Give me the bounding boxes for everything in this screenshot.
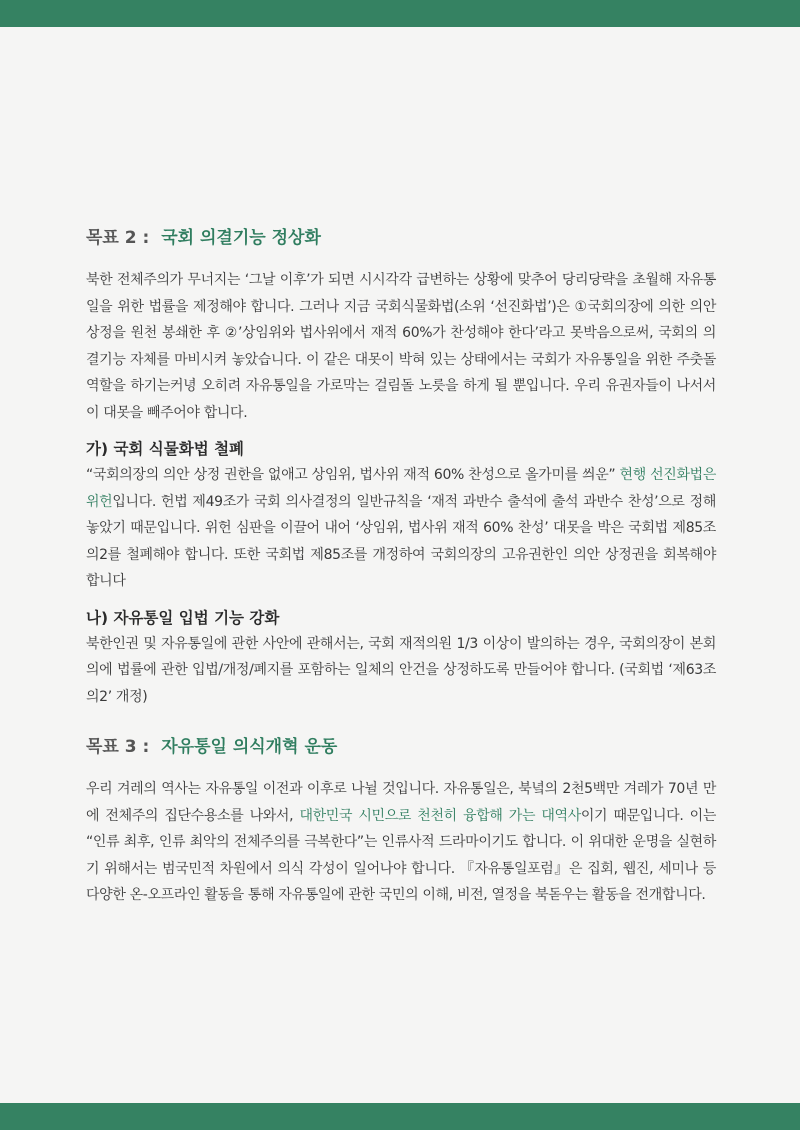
goal-2-sub-b-text: 북한인권 및 자유통일에 관한 사안에 관해서는, 국회 재적의원 1/3 이상이 발의하는 경우, 국회의장이 본회의에 법률에 관한 입법/개정/폐지를 포함하는 일체의 안건을 상정하도록 만들어야 합니다. (국회법 ‘제63조의2’ 개정) <box>86 635 716 705</box>
goal-3-highlight: 대한민국 시민으로 천천히 융합해 가는 대역사 <box>299 807 581 824</box>
goal-2-intro: 북한 전체주의가 무너지는 ‘그날 이후’가 되면 시시각각 급변하는 상황에 맞추어 당리당략을 초월해 자유통일을 위한 법률을 제정해야 합니다. 그러나 지금 국회식물화법(소위 ‘선진화법’)은 ①국회의장에 의한 의안상정을 원천 봉쇄한 후 ②’상임위와 법사위에서 재적 60%가 찬성해야 한다’라고 못박음으로써, 국회의 의결기능 자체를 마비시켜 놓았습니다. 이 같은 대못이 박혀 있는 상태에서는 국회가 자유통일을 위한 주춧돌 역할을 하기는커녕 오히려 자유통일을 가로막는 걸림돌 노릇을 하게 될 뿐입니다. 우리 유권자들이 나서서 이 대못을 빼주어야 합니다. <box>86 272 716 421</box>
sub-a-text-before: “국회의장의 의안 상정 권한을 없애고 상임위, 법사위 재적 60% 찬성으로 올가미를 씌운” <box>86 467 620 483</box>
sub-a-text-after: 입니다. 헌법 제49조가 국회 의사결정의 일반규칙을 ‘재적 과반수 출석에 출석 과반수 찬성’으로 정해놓았기 때문입니다. 위헌 심판을 이끌어 내어 ‘상임위, 법사위 재적 60% 찬성’ 대못을 박은 국회법 제85조의2를 철폐해야 합니다. 또한 국회법 제85조를 개정하여 국회의장의 고유권한인 의안 상정권을 회복해야 합니다 <box>86 493 716 589</box>
goal-3-title: 자유통일 의식개혁 운동 <box>161 737 338 757</box>
goal-3-heading <box>86 732 716 762</box>
goal-2-label: 목표 2 : <box>86 228 150 248</box>
goal-3-text-before: 우리 겨레의 역사는 자유통일 이전과 이후로 나뉠 것입니다. 자유통일은, 북녘의 2천5백만 겨레가 70년 만에 전체주의 집단수용소를 나와서, <box>86 781 716 824</box>
top-band <box>0 0 800 27</box>
bottom-band <box>0 1103 800 1130</box>
goal-2-title: 국회 의결기능 정상화 <box>161 228 321 248</box>
goal-2-sub-b-heading: 나) 자유통일 입법 기능 강화 <box>86 608 280 627</box>
goal-3-text-after: 이기 때문입니다. 이는 “인류 최후, 인류 최악의 전체주의를 극복한다”는 인류사적 드라마이기도 합니다. 이 위대한 운명을 실현하기 위해서는 범국민적 차원에서 의식 각성이 일어나야 합니다. 『자유통일포럼』은 집회, 웹진, 세미나 등 다양한 온-오프라인 활동을 통해 자유통일에 관한 국민의 이해, 비전, 열정을 북돋우는 활동을 전개합니다. <box>86 807 716 903</box>
sub-a-highlight: 현행 선진화법은 위헌 <box>86 467 716 510</box>
goal-3-text <box>86 776 716 909</box>
goal-3-label: 목표 3 : <box>86 737 150 757</box>
document-body <box>86 223 716 909</box>
goal-2-sub-a-heading: 가) 국회 식물화법 철폐 <box>86 440 245 458</box>
goal-2-sub-a-text <box>86 462 716 595</box>
goal-2-heading <box>86 223 716 253</box>
